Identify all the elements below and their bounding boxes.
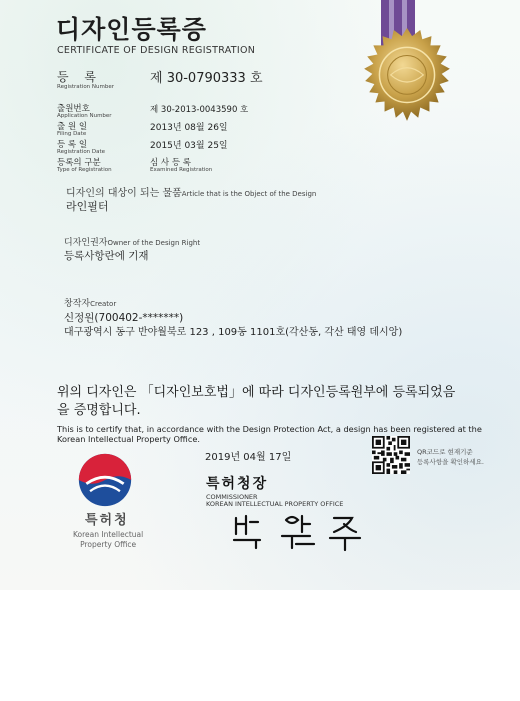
- commissioner-signature: [230, 510, 380, 552]
- application-number: 제 30-2013-0043590 호: [150, 105, 249, 115]
- registration-type: 심 사 등 록: [150, 158, 191, 168]
- title-english: CERTIFICATE OF DESIGN REGISTRATION: [57, 45, 256, 56]
- owner-label-ko: 디자인권자: [64, 238, 108, 248]
- filing-label: 출 원 일: [57, 122, 88, 132]
- commissioner-title-en: [206, 494, 343, 508]
- creator-name: 신정원(700402-*******): [64, 312, 184, 324]
- article-heading: [66, 184, 316, 199]
- article-label-en: Article that is the Object of the Design: [181, 190, 317, 198]
- reg-date-label: 등 록 일: [57, 140, 88, 150]
- reg-type-sub: Type of Registration: [57, 167, 112, 173]
- article-label-ko: 디자인의 대상이 되는 물품: [66, 188, 182, 199]
- creator-address: 대구광역시 동구 반야월북로 123 , 109동 1101호(각산동, 각산 태영 데시앙): [64, 327, 403, 338]
- registration-sub: Registration Number: [57, 84, 115, 90]
- certification-statement-ko: 위의 디자인은 「디자인보호법」에 따라 디자인등록원부에 등록되었음을 증명합니다.: [57, 385, 456, 418]
- kipo-emblem-icon: [77, 452, 133, 508]
- qr-note-line2: 등록사항을 확인하세요.: [417, 458, 484, 466]
- creator-label-en: Creator: [90, 300, 117, 308]
- owner-heading: [64, 235, 200, 248]
- commissioner-en-line2: KOREAN INTELLECTUAL PROPERTY OFFICE: [206, 500, 344, 508]
- reg-type-label: 등록의 구분: [57, 158, 101, 168]
- registration-type-sub: Examined Registration: [150, 167, 213, 173]
- registration-date: 2015년 03월 25일: [150, 141, 228, 151]
- reg-date-sub: Registration Date: [57, 149, 106, 155]
- owner-value: 등록사항란에 기재: [64, 250, 149, 262]
- article-value: 라인필터: [66, 200, 109, 213]
- office-name-ko: 특허청: [85, 513, 129, 528]
- qr-code-icon: [372, 436, 410, 474]
- office-name-en-line2: Property Office: [80, 540, 137, 549]
- registration-number: 제 30-0790333 호: [150, 71, 263, 86]
- application-sub: Application Number: [57, 113, 112, 119]
- filing-sub: Filing Date: [57, 131, 87, 137]
- creator-heading: [64, 296, 116, 309]
- creator-label-ko: 창작자: [64, 299, 91, 309]
- office-name-en: [73, 530, 143, 550]
- application-label: 출원번호: [57, 104, 90, 114]
- registration-label: 등 록: [57, 70, 102, 84]
- commissioner-en-line1: COMMISSIONER: [206, 493, 258, 501]
- commissioner-title-ko: 특허청장: [206, 476, 269, 492]
- gold-seal-icon: [356, 28, 458, 130]
- qr-note: [417, 447, 484, 467]
- issue-date: 2019년 04월 17일: [205, 452, 292, 463]
- certification-statement-en: This is to certify that, in accordance with the Design Protection Act, a design has been registered at the Korean Intellectual Property Office.: [57, 424, 482, 444]
- office-name-en-line1: Korean Intellectual: [73, 530, 144, 539]
- owner-label-en: Owner of the Design Right: [107, 239, 201, 247]
- title-korean: 디자인등록증: [56, 15, 207, 44]
- filing-date: 2013년 08월 26일: [150, 123, 228, 133]
- qr-note-line1: QR코드로 현재기준: [417, 448, 473, 456]
